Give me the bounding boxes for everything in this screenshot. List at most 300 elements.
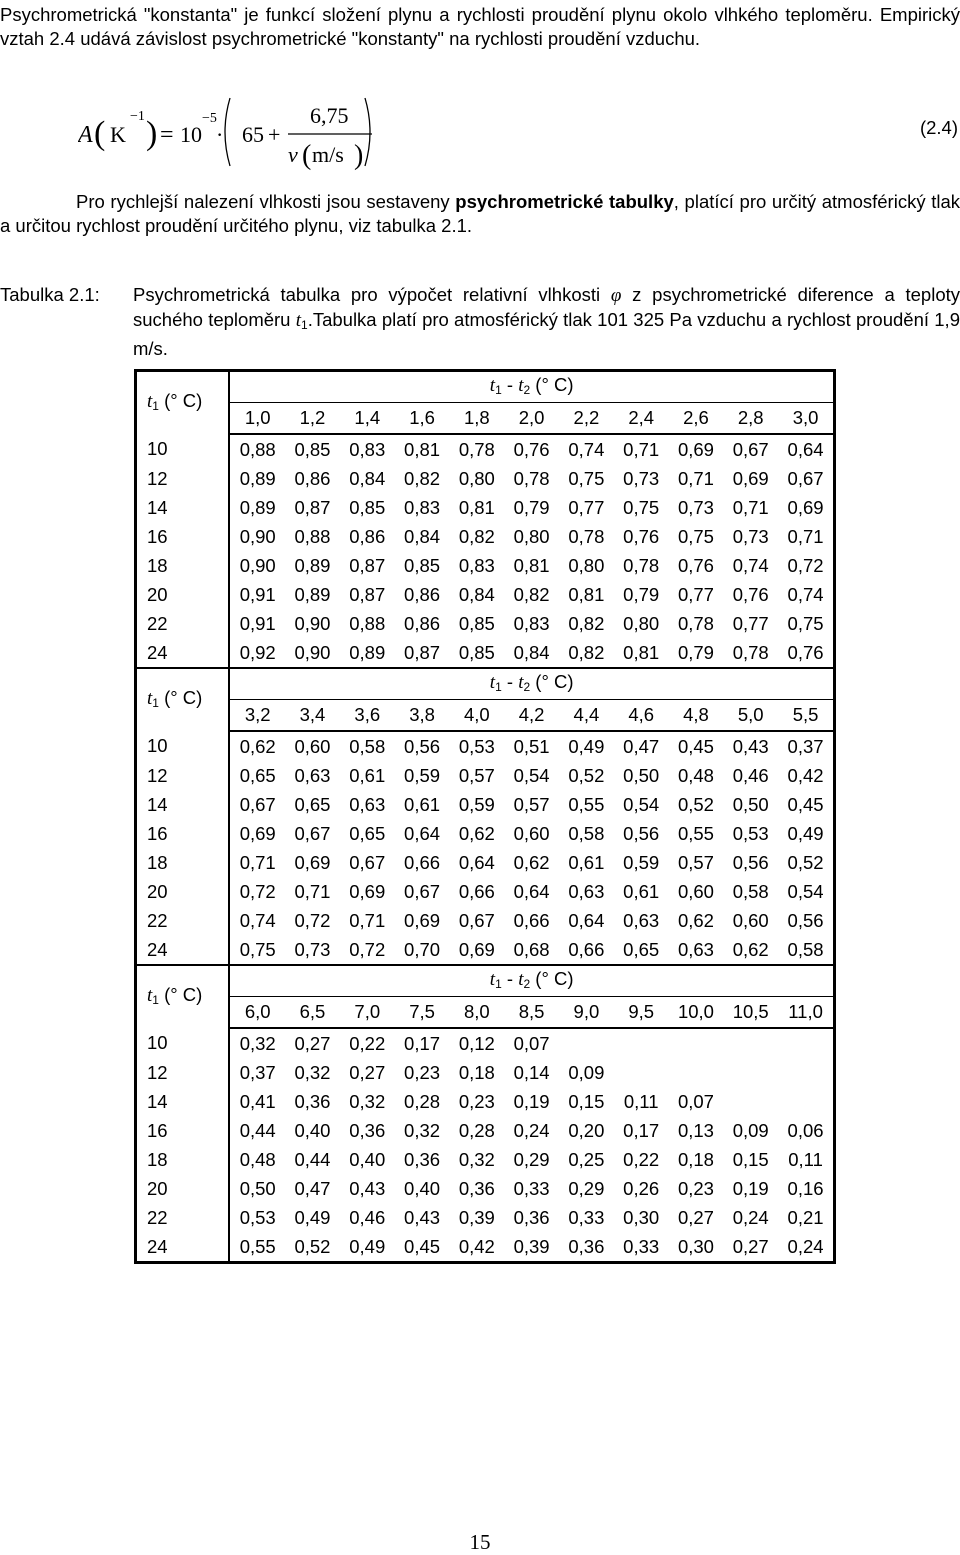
table-cell: 0,75 [568, 467, 605, 489]
table-cell: 0,67 [732, 438, 769, 460]
table-cell: 0,82 [568, 612, 605, 634]
table-cell: 0,92 [239, 641, 276, 663]
table-cell: 0,80 [568, 554, 605, 576]
table-cell: 0,28 [458, 1119, 495, 1141]
table-cell: 0,79 [623, 583, 660, 605]
formula-lhs-unit: K [110, 122, 126, 147]
table-cell: 0,60 [513, 822, 550, 844]
table-cell: 0,76 [513, 438, 550, 460]
row-temperature: 22 [136, 906, 230, 935]
table-cell: 0,19 [513, 1090, 550, 1112]
table-cell: 0,42 [458, 1235, 495, 1257]
table-cell: 0,62 [732, 938, 769, 960]
diff-header-cell: 5,0 [723, 700, 778, 732]
table-cell: 0,73 [294, 938, 331, 960]
table-cell: 0,71 [787, 525, 824, 547]
intro-paragraph [0, 3, 960, 51]
table-cell: 0,40 [349, 1148, 386, 1170]
caption-part2: z psychrometrické diference a teploty suchého teploměru [133, 284, 960, 330]
diff-header-cell: 3,6 [340, 700, 395, 732]
table-cell: 0,22 [623, 1148, 660, 1170]
table-cell: 0,63 [294, 764, 331, 786]
formula-graphic [78, 92, 958, 172]
table-row [136, 1232, 835, 1263]
table-cell: 0,43 [404, 1206, 441, 1228]
table-cell: 0,47 [294, 1177, 331, 1199]
diff-header-cell: 3,2 [229, 700, 285, 732]
table-cell: 0,15 [732, 1148, 769, 1170]
table-cell: 0,70 [404, 938, 441, 960]
table-cell: 0,54 [623, 793, 660, 815]
table-cell [778, 1087, 834, 1116]
row-temperature: 24 [136, 638, 230, 668]
table-cell: 0,07 [677, 1090, 714, 1112]
table-cell: 0,72 [349, 938, 386, 960]
table-cell: 0,72 [239, 880, 276, 902]
table-cell: 0,36 [404, 1148, 441, 1170]
row-temperature: 12 [136, 761, 230, 790]
table-cell: 0,52 [677, 793, 714, 815]
table-cell: 0,78 [458, 438, 495, 460]
table-cell: 0,85 [404, 554, 441, 576]
table-cell: 0,42 [787, 764, 824, 786]
table-cell: 0,81 [458, 496, 495, 518]
table-cell: 0,56 [623, 822, 660, 844]
table-cell: 0,69 [787, 496, 824, 518]
table-cell: 0,32 [458, 1148, 495, 1170]
table-row [136, 877, 835, 906]
table-cell: 0,60 [732, 909, 769, 931]
table-cell: 0,46 [349, 1206, 386, 1228]
table-cell: 0,23 [458, 1090, 495, 1112]
table-cell: 0,30 [677, 1235, 714, 1257]
table-cell: 0,24 [513, 1119, 550, 1141]
formula-const: 65 [242, 122, 264, 147]
table-cell: 0,76 [677, 554, 714, 576]
table-cell: 0,65 [294, 793, 331, 815]
table-cell: 0,77 [677, 583, 714, 605]
table-cell: 0,83 [458, 554, 495, 576]
table-cell: 0,84 [349, 467, 386, 489]
table-cell: 0,36 [294, 1090, 331, 1112]
table-row [136, 522, 835, 551]
table-cell: 0,66 [404, 851, 441, 873]
table-cell: 0,13 [677, 1119, 714, 1141]
table-cell: 0,79 [677, 641, 714, 663]
table-cell: 0,82 [404, 467, 441, 489]
diff-header-row [136, 700, 835, 732]
diff-header-cell: 8,5 [504, 997, 559, 1029]
row-header-t1: $t_1$ (° C) [136, 965, 230, 1028]
row-temperature: 20 [136, 580, 230, 609]
formula-eq: = [160, 122, 174, 148]
table-cell: 0,77 [568, 496, 605, 518]
table-cell: 0,43 [349, 1177, 386, 1199]
table-cell: 0,52 [787, 851, 824, 873]
table-cell: 0,45 [677, 735, 714, 757]
table-cell: 0,81 [404, 438, 441, 460]
table-cell: 0,22 [349, 1032, 386, 1054]
table-cell: 0,27 [294, 1032, 331, 1054]
table-cell: 0,89 [239, 467, 276, 489]
table-cell: 0,86 [349, 525, 386, 547]
paragraph-2 [0, 190, 960, 238]
paragraph-2-after: , platící pro určitý atmosférický tlak a určitou rychlost proudění určitého plynu, viz tabulka 2.1. [0, 191, 960, 236]
table-cell: 0,55 [568, 793, 605, 815]
table-cell: 0,75 [623, 496, 660, 518]
formula-paren-close: ) [146, 115, 158, 152]
table-cell: 0,45 [404, 1235, 441, 1257]
formula-paren-open: ( [94, 115, 106, 152]
table-cell: 0,85 [349, 496, 386, 518]
table-cell: 0,39 [458, 1206, 495, 1228]
table-cell [723, 1028, 778, 1058]
table-cell: 0,49 [294, 1206, 331, 1228]
table-cell: 0,37 [787, 735, 824, 757]
diff-header-cell: 2,4 [614, 403, 669, 435]
table-cell [559, 1028, 614, 1058]
table-row [136, 935, 835, 965]
table-cell: 0,25 [568, 1148, 605, 1170]
paragraph-2-bold: psychrometrické tabulky [455, 191, 674, 212]
diff-header-cell: 9,5 [614, 997, 669, 1029]
table-cell: 0,62 [458, 822, 495, 844]
table-cell: 0,67 [294, 822, 331, 844]
table-cell: 0,89 [239, 496, 276, 518]
table-cell: 0,09 [568, 1061, 605, 1083]
table-row [136, 1203, 835, 1232]
row-temperature: 18 [136, 1145, 230, 1174]
table-cell [778, 1028, 834, 1058]
row-temperature: 18 [136, 551, 230, 580]
table-cell: 0,50 [239, 1177, 276, 1199]
table-cell: 0,64 [458, 851, 495, 873]
table-cell: 0,90 [294, 612, 331, 634]
row-header-t1: $t_1$ (° C) [136, 371, 230, 435]
table-cell: 0,66 [513, 909, 550, 931]
table-cell: 0,21 [787, 1206, 824, 1228]
diff-header-cell: 10,0 [669, 997, 724, 1029]
table-cell: 0,88 [294, 525, 331, 547]
table-cell: 0,09 [732, 1119, 769, 1141]
table-cell: 0,17 [623, 1119, 660, 1141]
table-cell: 0,61 [349, 764, 386, 786]
table-cell: 0,16 [787, 1177, 824, 1199]
diff-header-cell: 1,6 [395, 403, 450, 435]
table-cell: 0,72 [787, 554, 824, 576]
diff-header-cell: 4,0 [449, 700, 504, 732]
row-temperature: 16 [136, 819, 230, 848]
table-cell: 0,82 [458, 525, 495, 547]
table-cell: 0,27 [732, 1235, 769, 1257]
table-cell: 0,63 [623, 909, 660, 931]
table-cell: 0,75 [787, 612, 824, 634]
caption-phi: φ [610, 285, 622, 306]
table-row [136, 848, 835, 877]
table-cell: 0,78 [677, 612, 714, 634]
table-cell: 0,90 [294, 641, 331, 663]
table-cell: 0,29 [513, 1148, 550, 1170]
table-cell: 0,84 [404, 525, 441, 547]
table-cell: 0,18 [677, 1148, 714, 1170]
table-cell: 0,36 [513, 1206, 550, 1228]
row-temperature: 14 [136, 1087, 230, 1116]
diff-header-cell: 3,4 [285, 700, 340, 732]
table-cell: 0,77 [732, 612, 769, 634]
diff-header-cell: 6,0 [229, 997, 285, 1029]
row-temperature: 24 [136, 935, 230, 965]
table-cell: 0,46 [732, 764, 769, 786]
table-cell: 0,69 [458, 938, 495, 960]
table-cell: 0,06 [787, 1119, 824, 1141]
table-cell: 0,23 [404, 1061, 441, 1083]
table-cell: 0,27 [677, 1206, 714, 1228]
table-cell: 0,26 [623, 1177, 660, 1199]
table-cell: 0,86 [294, 467, 331, 489]
row-header-t1: $t_1$ (° C) [136, 668, 230, 731]
table-cell: 0,89 [349, 641, 386, 663]
diff-header-cell: 1,8 [449, 403, 504, 435]
table-cell: 0,54 [513, 764, 550, 786]
diff-header-cell: 11,0 [778, 997, 834, 1029]
table-cell: 0,71 [677, 467, 714, 489]
table-row [136, 551, 835, 580]
table-cell: 0,83 [513, 612, 550, 634]
diff-header-cell: 6,5 [285, 997, 340, 1029]
table-cell: 0,80 [513, 525, 550, 547]
table-cell: 0,45 [787, 793, 824, 815]
table-cell: 0,90 [239, 525, 276, 547]
table-row [136, 1087, 835, 1116]
formula-numerator: 6,75 [310, 103, 349, 128]
table-cell: 0,67 [787, 467, 824, 489]
table-cell: 0,74 [787, 583, 824, 605]
table-row [136, 1116, 835, 1145]
table-cell: 0,64 [787, 438, 824, 460]
row-temperature: 10 [136, 434, 230, 464]
table-cell: 0,75 [677, 525, 714, 547]
table-cell: 0,11 [788, 1148, 823, 1170]
table-cell: 0,36 [458, 1177, 495, 1199]
row-temperature: 22 [136, 1203, 230, 1232]
table-cell: 0,63 [349, 793, 386, 815]
table-cell: 0,91 [239, 583, 276, 605]
table-cell: 0,37 [239, 1061, 276, 1083]
table-cell [669, 1058, 724, 1087]
table-cell: 0,49 [787, 822, 824, 844]
table-cell: 0,56 [404, 735, 441, 757]
table-row [136, 638, 835, 668]
table-cell: 0,40 [294, 1119, 331, 1141]
table-cell: 0,55 [677, 822, 714, 844]
table-cell: 0,80 [623, 612, 660, 634]
table-row [136, 493, 835, 522]
table-cell: 0,61 [623, 880, 660, 902]
column-group-header: $t_1 - t_2$ (° C) [229, 965, 834, 997]
table-cell: 0,74 [568, 438, 605, 460]
row-temperature: 16 [136, 522, 230, 551]
table-cell: 0,72 [294, 909, 331, 931]
table-header-row [136, 668, 835, 700]
table-cell: 0,88 [349, 612, 386, 634]
table-cell [669, 1028, 724, 1058]
table-cell: 0,30 [623, 1206, 660, 1228]
table-cell: 0,40 [404, 1177, 441, 1199]
table-cell: 0,55 [239, 1235, 276, 1257]
formula-lhs-exp: −1 [130, 109, 145, 124]
table-row [136, 790, 835, 819]
table-cell: 0,33 [568, 1206, 605, 1228]
table-cell: 0,91 [239, 612, 276, 634]
diff-header-cell: 1,0 [229, 403, 285, 435]
table-cell: 0,50 [623, 764, 660, 786]
table-cell: 0,53 [732, 822, 769, 844]
table-cell: 0,84 [458, 583, 495, 605]
table-cell: 0,49 [568, 735, 605, 757]
table-cell: 0,87 [404, 641, 441, 663]
table-cell: 0,81 [568, 583, 605, 605]
table-cell: 0,57 [458, 764, 495, 786]
table-row [136, 1058, 835, 1087]
table-cell: 0,64 [404, 822, 441, 844]
formula-2-4 [78, 92, 958, 172]
table-cell: 0,57 [677, 851, 714, 873]
table-cell: 0,23 [677, 1177, 714, 1199]
table-cell: 0,24 [787, 1235, 824, 1257]
table-cell: 0,66 [458, 880, 495, 902]
table-cell: 0,82 [513, 583, 550, 605]
table-cell [723, 1058, 778, 1087]
table-cell: 0,69 [677, 438, 714, 460]
table-cell: 0,62 [677, 909, 714, 931]
intro-text: Psychrometrická "konstanta" je funkcí složení plynu a rychlosti proudění plynu okolo vlhkého teploměru. Empirický vztah 2.4 udává závislost psychrometrické "konstanty" na rychlosti proudění vzduchu. [0, 4, 960, 49]
table-cell: 0,17 [404, 1032, 441, 1054]
table-row [136, 1145, 835, 1174]
table-cell: 0,78 [513, 467, 550, 489]
table-cell: 0,88 [239, 438, 276, 460]
table-cell: 0,36 [349, 1119, 386, 1141]
table-cell: 0,27 [349, 1061, 386, 1083]
table-cell: 0,80 [458, 467, 495, 489]
table-cell: 0,81 [623, 641, 660, 663]
formula-den-var: v [288, 142, 298, 167]
table-cell: 0,65 [623, 938, 660, 960]
table-cell: 0,32 [404, 1119, 441, 1141]
table-cell: 0,67 [404, 880, 441, 902]
table-cell: 0,73 [732, 525, 769, 547]
caption-part1: Psychrometrická tabulka pro výpočet relativní vlhkosti [133, 284, 611, 305]
table-row [136, 464, 835, 493]
table-cell: 0,62 [513, 851, 550, 873]
table-cell: 0,15 [568, 1090, 605, 1112]
table-cell: 0,66 [568, 938, 605, 960]
table-cell: 0,19 [732, 1177, 769, 1199]
table-cell: 0,71 [349, 909, 386, 931]
table-row [136, 434, 835, 464]
table-cell: 0,63 [677, 938, 714, 960]
table-cell: 0,41 [239, 1090, 276, 1112]
formula-den-unit: m/s [312, 142, 344, 167]
table-cell: 0,69 [239, 822, 276, 844]
table-cell: 0,33 [513, 1177, 550, 1199]
diff-header-cell: 10,5 [723, 997, 778, 1029]
formula-base: 10 [180, 122, 202, 147]
formula-bigparen-right [365, 98, 370, 166]
table-cell: 0,24 [732, 1206, 769, 1228]
formula-bigparen-left [225, 98, 230, 166]
table-cell: 0,71 [732, 496, 769, 518]
diff-header-row [136, 403, 835, 435]
table-cell: 0,62 [239, 735, 276, 757]
table-cell: 0,53 [239, 1206, 276, 1228]
column-group-header: $t_1 - t_2$ (° C) [229, 371, 834, 403]
table-cell: 0,83 [404, 496, 441, 518]
table-cell: 0,76 [623, 525, 660, 547]
row-temperature: 12 [136, 1058, 230, 1087]
diff-header-cell: 2,2 [559, 403, 614, 435]
table-cell: 0,76 [732, 583, 769, 605]
table-cell: 0,73 [623, 467, 660, 489]
table-cell: 0,43 [732, 735, 769, 757]
table-cell: 0,36 [568, 1235, 605, 1257]
diff-header-cell: 2,0 [504, 403, 559, 435]
formula-den-paren-open: ( [302, 140, 312, 171]
table-cell: 0,61 [404, 793, 441, 815]
table-cell: 0,69 [349, 880, 386, 902]
table-cell: 0,58 [732, 880, 769, 902]
table-cell: 0,82 [568, 641, 605, 663]
caption-label: Tabulka 2.1: [0, 284, 100, 305]
table-row [136, 580, 835, 609]
table-cell [778, 1058, 834, 1087]
table-cell: 0,87 [349, 554, 386, 576]
row-temperature: 14 [136, 493, 230, 522]
table-cell: 0,69 [294, 851, 331, 873]
table-cell: 0,67 [349, 851, 386, 873]
diff-header-cell: 3,0 [778, 403, 834, 435]
table-cell: 0,73 [677, 496, 714, 518]
table-cell: 0,64 [513, 880, 550, 902]
formula-lhs-var: A [78, 122, 93, 148]
table-cell: 0,81 [513, 554, 550, 576]
table-cell: 0,60 [677, 880, 714, 902]
table-cell: 0,58 [787, 938, 824, 960]
table-cell: 0,60 [294, 735, 331, 757]
table-cell: 0,85 [458, 612, 495, 634]
table-cell: 0,67 [239, 793, 276, 815]
table-cell: 0,50 [732, 793, 769, 815]
diff-header-cell: 2,6 [669, 403, 724, 435]
diff-header-cell: 3,8 [395, 700, 450, 732]
row-temperature: 10 [136, 1028, 230, 1058]
table-cell: 0,56 [787, 909, 824, 931]
table-cell: 0,85 [458, 641, 495, 663]
table-row [136, 609, 835, 638]
table-cell: 0,65 [239, 764, 276, 786]
table-cell: 0,58 [568, 822, 605, 844]
table-row [136, 761, 835, 790]
diff-header-cell: 4,6 [614, 700, 669, 732]
table-row [136, 1028, 835, 1058]
table-cell: 0,44 [294, 1148, 331, 1170]
row-temperature: 20 [136, 1174, 230, 1203]
table-cell: 0,18 [458, 1061, 495, 1083]
table-cell [723, 1087, 778, 1116]
table-cell: 0,29 [568, 1177, 605, 1199]
diff-header-cell: 4,4 [559, 700, 614, 732]
caption-text [133, 283, 960, 361]
table-cell: 0,71 [623, 438, 660, 460]
